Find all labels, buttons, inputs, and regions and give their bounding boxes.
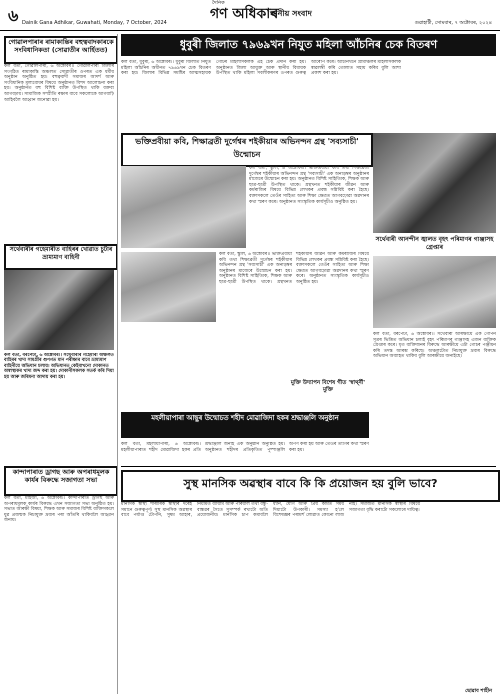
article-headline: মহলীয়াপাৰা আছুৰ উন্মোচত শহীদ মোৱাজিদা হকৰ শ্ৰদ্ধাঞ্জলি অনুষ্ঠান bbox=[121, 412, 369, 438]
article-body bbox=[4, 64, 114, 240]
article-body bbox=[121, 60, 496, 130]
article-body bbox=[4, 496, 114, 694]
article-paragraph: কল বৰ্তা, মাইজা, ৬ অক্টোবৰ।। কান্দাপাৰাত ড্ৰাগছ আৰু অপৰাধমূলক কাৰ্যৰ বিৰুদ্ধে এখন সজাগতা সভা অনুষ্ঠিত হয়। সভাত আৰক্ষী বিষয়া, শিক্ষক আৰু সমাজৰ বিশিষ্ট ব্যক্তিসকলে যুৱ প্ৰজন্মক নিচাযুক্ত দ্ৰব্যৰ পৰা আঁতৰি থাকিবলৈ আহ্বান জনায়। bbox=[4, 496, 114, 524]
article-paragraph: কল বৰ্তা, গোৱালপাৰা, ৬ অক্টোবৰ।। গোৱালপাৰা জিলাৰ সংগঠিত ৰামাকান্তি অঞ্চলত সোৱাতীৰ ওপৰত এক ধৰ্মীয় অনুষ্ঠান অনুষ্ঠিত হয়। বহুত্ববাদী সমাজৰ আদৰ্শ আৰু সংবিধানিক মূল্যবোধৰ বিষয়ে অনুষ্ঠানত বিশদ আলোচনা কৰা হয়। অনুষ্ঠানত বহু বিশিষ্ট ব্যক্তি উপস্থিত থাকি বক্তব্য আগবঢ়ায়। সামাজিক সম্প্ৰীতি ৰক্ষাৰ বাবে সকলোকে আগবাঢ়ি আহিবলৈ আহ্বান জনোৱা হয়। bbox=[4, 64, 114, 103]
newspaper-logo: গণ অধিকাৰ bbox=[210, 6, 279, 22]
byline: ছোৱাব শাহীন bbox=[465, 688, 492, 694]
column-divider bbox=[117, 34, 118, 694]
news-photo bbox=[121, 166, 246, 248]
article-body bbox=[373, 332, 496, 460]
article-paragraph: কল বৰ্তা, বৰপেটা, ৬ অক্টোবৰ।। সৰ্থেবাৰী আৰক্ষীয়ে এক গোপন সূত্ৰৰ ভিত্তিত অভিযান চলাই বৃহৎ পৰিমাণৰ গাঞ্জাসহ এজন ব্যক্তিক গ্ৰেপ্তাৰ কৰে। ধৃত ব্যক্তিজনৰ বিৰুদ্ধে আৰক্ষীয়ে এটা গোচৰ পঞ্জীয়ন কৰি তদন্ত আৰম্ভ কৰিছে। অঞ্চলটোত নিচাযুক্ত দ্ৰব্যৰ বিৰুদ্ধে অভিযান অব্যাহত থাকিব বুলি আৰক্ষীয়ে জনাইছে। bbox=[373, 332, 496, 360]
lead-headline-bottom: সুস্থ মানসিক অৱস্থাৰ বাবে কি কি প্ৰয়োজন হয় বুলি ভাবে? bbox=[121, 470, 500, 502]
lead-headline: ধুবুৰী জিলাত ৭৯৬৯খন নিযুত মহিলা আঁচনিৰ চেক বিতৰণ bbox=[121, 34, 496, 56]
article-body bbox=[121, 442, 369, 462]
article-paragraph: কল বৰ্তা, স্কুলি, ৬ অক্টোবৰ।। ভক্তিপ্ৰবীয়া কবি তথা শিক্ষাব্ৰতী দুৰ্গেশ্বৰ শইকীয়াৰ অভিনন্দন গ্ৰন্থ 'সব্যসাচী' এক অনাড়ম্বৰ অনুষ্ঠানৰ মাজেৰে উন্মোচন কৰা হয়। অনুষ্ঠানত বিশিষ্ট সাহিত্যিক, শিক্ষক আৰু ছাত্ৰ-ছাত্ৰী উপস্থিত থাকে। গ্ৰন্থখনত শইকীয়াৰ জীৱন আৰু কৰ্মৰাজিৰ বিষয়ে বিভিন্ন লেখকৰ প্ৰবন্ধ সন্নিবিষ্ট কৰা হৈছে। বক্তাসকলে তেওঁৰ সাহিত্য আৰু শিক্ষা ক্ষেত্ৰত আগবঢ়োৱা অৱদানৰ কথা স্মৰণ কৰে। অনুষ্ঠানত সাংস্কৃতিক কাৰ্যসূচীও অনুষ্ঠিত হয়। bbox=[219, 252, 369, 285]
masthead bbox=[0, 0, 500, 31]
feature-headline: ভক্তিপ্ৰবীয়া কবি, শিক্ষাব্ৰতী দুৰ্গেশ্বৰ শইকীয়াৰ অভিনন্দন গ্ৰন্থ 'সব্যসাচী' উন্মোচন bbox=[121, 133, 373, 167]
section-title: স্থানীয় সংবাদ bbox=[270, 9, 312, 18]
news-photo bbox=[121, 252, 216, 322]
article-paragraph: কল বৰ্তা, স্কুলি, ৬ অক্টোবৰ।। ভক্তিপ্ৰবীয়া কবি তথা শিক্ষাব্ৰতী দুৰ্গেশ্বৰ শইকীয়াৰ অভিনন্দন গ্ৰন্থ 'সব্যসাচী' এক অনাড়ম্বৰ অনুষ্ঠানৰ মাজেৰে উন্মোচন কৰা হয়। অনুষ্ঠানত বিশিষ্ট সাহিত্যিক, শিক্ষক আৰু ছাত্ৰ-ছাত্ৰী উপস্থিত থাকে। গ্ৰন্থখনত শইকীয়াৰ জীৱন আৰু কৰ্মৰাজিৰ বিষয়ে বিভিন্ন লেখকৰ প্ৰবন্ধ সন্নিবিষ্ট কৰা হৈছে। বক্তাসকলে তেওঁৰ সাহিত্য আৰু শিক্ষা ক্ষেত্ৰত আগবঢ়োৱা অৱদানৰ কথা স্মৰণ কৰে। অনুষ্ঠানত সাংস্কৃতিক কাৰ্যসূচীও অনুষ্ঠিত হয়। bbox=[249, 166, 369, 205]
news-photo bbox=[373, 133, 496, 233]
photo-caption: কল বৰ্তা, বৰপেটা, ৬ অক্টোবৰ।। সৰ্থেবাৰীৰ গহেমাৰী অঞ্চলত বাহিৰৰ খাদ্য সামগ্ৰীৰ গুণগত মান পৰীক্ষাৰ বাবে ভ্ৰাম্যমাণ বাহিনীয়ে অভিযান চলায়। অভিযানত কেইবাখনো দোকানত অস্বাস্থ্যকৰ খাদ্য জব্দ কৰা হয়। দোকানীসকলক সতৰ্ক কৰি দিয়া হয় আৰু জৰিমনা আদায় কৰা হয়। bbox=[4, 353, 114, 380]
date-assamese: গুৱাহাটী, সোমবাৰ, ৭ অক্টোবৰ, ২০২৪ bbox=[414, 20, 492, 26]
article-paragraph: কল বৰ্তা, মহলীয়াপাৰা, ৬ অক্টোবৰ।। মহলীয়াপাৰাত শহীদ মোৱাজিদা হকৰ প্ৰতি শ্ৰদ্ধাঞ্জলি জনাই এক অনুষ্ঠান অনুষ্ঠিত হয়। অনুষ্ঠানত শহীদৰ প্ৰতিকৃতিত পুষ্পাঞ্জলি অৰ্পণ কৰা হয় আৰু তেওঁৰ ত্যাগৰ কথা স্মৰণ কৰা হয়। bbox=[121, 442, 369, 453]
article-paragraph: কল বৰ্তা, ধুবুৰী, ৬ অক্টোবৰ।। ধুবুৰী জিলাত নিযুত মহিলা আঁচনিৰ অধীনত ৭৯৬৯খন চেক বিতৰণ কৰা হয়। জিলাৰ বিভিন্ন সমষ্টিৰ আত্মসহায়ক গোটৰ মহিলাসকলক এই চেক প্ৰদান কৰা হয়। অনুষ্ঠানত জিলা আয়ুক্ত আৰু স্থানীয় বিধায়ক উপস্থিত থাকি মহিলা সবলীকৰণৰ ওপৰত গুৰুত্ব আৰোপ কৰে। আঁচনিখনে গ্ৰামাঞ্চলৰ মহিলাসকলক স্বাৱলম্বী কৰি তোলাত সহায় কৰিব বুলি আশা প্ৰকাশ কৰা হয়। bbox=[121, 60, 401, 77]
article-headline: কান্দাপাৰাত ড্ৰাগছ আৰু অপৰাধমূলক কাৰ্যৰ বিৰুদ্ধে সজাগতা সভা bbox=[4, 466, 118, 496]
news-photo bbox=[373, 256, 496, 328]
article-headline: সৰ্থেবাৰী আনন্দীন জ্বালত বৃহৎ পৰিমাণৰ গাঞ্জাসহ গ্ৰেপ্তাৰ bbox=[375, 236, 494, 251]
news-photo bbox=[4, 270, 114, 350]
section-rule bbox=[121, 466, 496, 467]
article-body bbox=[219, 252, 369, 377]
page-number: ৬ bbox=[8, 6, 19, 25]
article-headline: গোৱালপাৰাৰ ৰামাকান্তিৰ বহুত্ববাদকাৰকে সংবিধানিকতা (সোৱাতীৰ আৰ্হিতত) bbox=[4, 36, 118, 64]
article-body bbox=[121, 502, 496, 687]
paper-line: Dainik Gana Adhikar, Guwahati, Monday, 7 October, 2024 bbox=[22, 20, 167, 26]
article-body bbox=[249, 166, 369, 248]
article-subhead: মুক্তি উদ্যাপন বিশেষ গীত 'স্বাৰ্থ্নী' মুক্তি bbox=[290, 380, 366, 393]
logo-small: দৈনিক bbox=[212, 0, 225, 6]
article-headline: সৰ্থেবাৰীৰ গহেমাৰীত বাহিৰৰ খোৱাত চুটাৰ ভ্ৰাম্যমাণ বাহিনী bbox=[4, 244, 118, 270]
article-paragraph: মানসিক স্বাস্থ্য শাৰীৰিক স্বাস্থ্যৰ দৰেই সমানে গুৰুত্বপূৰ্ণ। সুস্থ মানসিক অৱস্থাৰ বাবে পৰ্যাপ্ত টোপনি, সুষম আহাৰ, নিয়মিত ব্যায়াম আৰু পৰিয়াল তথা বন্ধু-বান্ধৱৰ সৈতে সুসম্পৰ্ক ৰখাটো অতি প্ৰয়োজনীয়। মানসিক চাপ কমাবলৈ ধ্যান, যোগ আৰু প্ৰিয় কামত সময় দিয়াটো উপকাৰী। সমস্যা হ'লে বিশেষজ্ঞৰ পৰামৰ্শ লোৱাত কোনো লাজ নাই। সমাজত মানসিক স্বাস্থ্যৰ বিষয়ে সজাগতা বৃদ্ধি কৰাটো সকলোৰে দায়িত্ব। bbox=[121, 502, 420, 519]
